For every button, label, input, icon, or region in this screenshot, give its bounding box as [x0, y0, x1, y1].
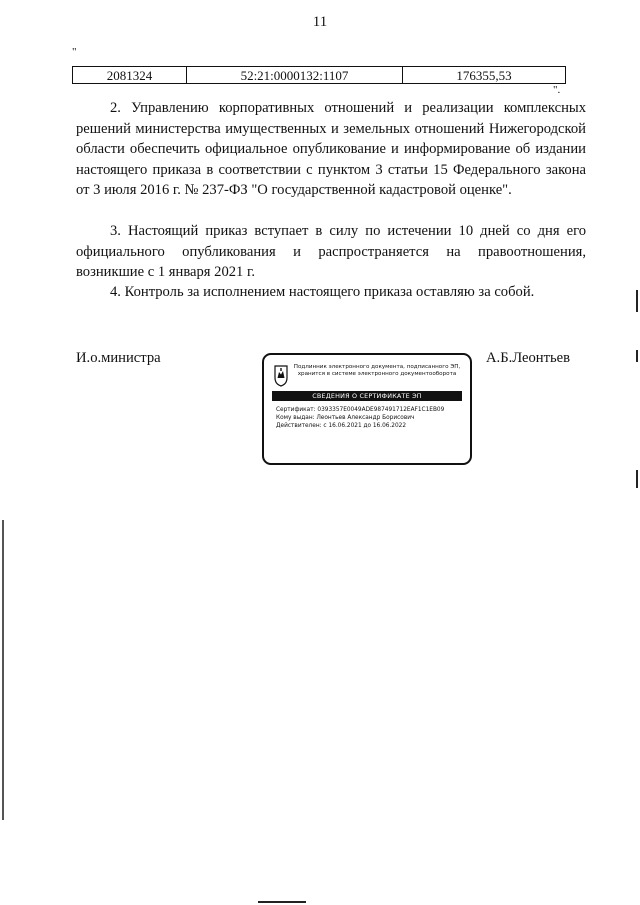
table-cell-cadastral-number: 52:21:0000132:1107	[187, 67, 403, 83]
stamp-certificate-id: Сертификат: 0393357E0049ADE987491712EAF1C1EB09	[276, 407, 445, 413]
table-cell-value: 176355,53	[456, 67, 512, 83]
electronic-signature-stamp	[262, 353, 472, 465]
stamp-issued-to: Кому выдан: Леонтьев Александр Борисович	[276, 415, 415, 421]
paragraph-2: 2. Управлению корпоративных отношений и реализации комплексных решений министерства имущественных и земельных отношений Нижегородской области обеспечить официальное опубликование и информирование об издании настоящего приказа в соответствии с пунктом 3 статьи 15 Федерального закона от 3 июля 2016 г. № 237-ФЗ "О государственной кадастровой оценке".	[76, 100, 586, 198]
scan-mark-right	[636, 290, 638, 312]
signatory-name: А.Б.Леонтьев	[486, 350, 570, 366]
opening-quote: "	[72, 46, 77, 58]
stamp-header	[292, 364, 462, 378]
stamp-certificate-info	[276, 406, 462, 430]
closing-quote: ".	[553, 84, 561, 96]
scan-mark-right-3	[636, 470, 638, 488]
page-number: 11	[312, 14, 328, 30]
cadastral-table-row	[72, 66, 566, 84]
stamp-certificate-band: СВЕДЕНИЯ О СЕРТИФИКАТЕ ЭП	[272, 391, 462, 401]
table-cell-number: 2081324	[73, 67, 187, 83]
paragraph-4: 4. Контроль за исполнением настоящего приказа оставляю за собой.	[110, 284, 535, 300]
coat-of-arms-icon	[274, 365, 288, 387]
stamp-valid-period: Действителен: с 16.06.2021 до 16.06.2022	[276, 423, 407, 429]
scan-mark-bottom	[258, 901, 306, 903]
paragraph-3: 3. Настоящий приказ вступает в силу по истечении 10 дней со дня его официального опубликования и распространяется на правоотношения, возникшие с 1 января 2021 г.	[76, 223, 586, 280]
scan-mark-right-2	[636, 350, 638, 362]
scan-mark-left	[2, 520, 4, 820]
stamp-header-line-1: Подлинник электронного документа, подписанного ЭП,	[293, 364, 461, 370]
stamp-header-line-2: хранится в системе электронного документооборота	[297, 371, 457, 377]
signatory-role: И.о.министра	[76, 350, 161, 366]
